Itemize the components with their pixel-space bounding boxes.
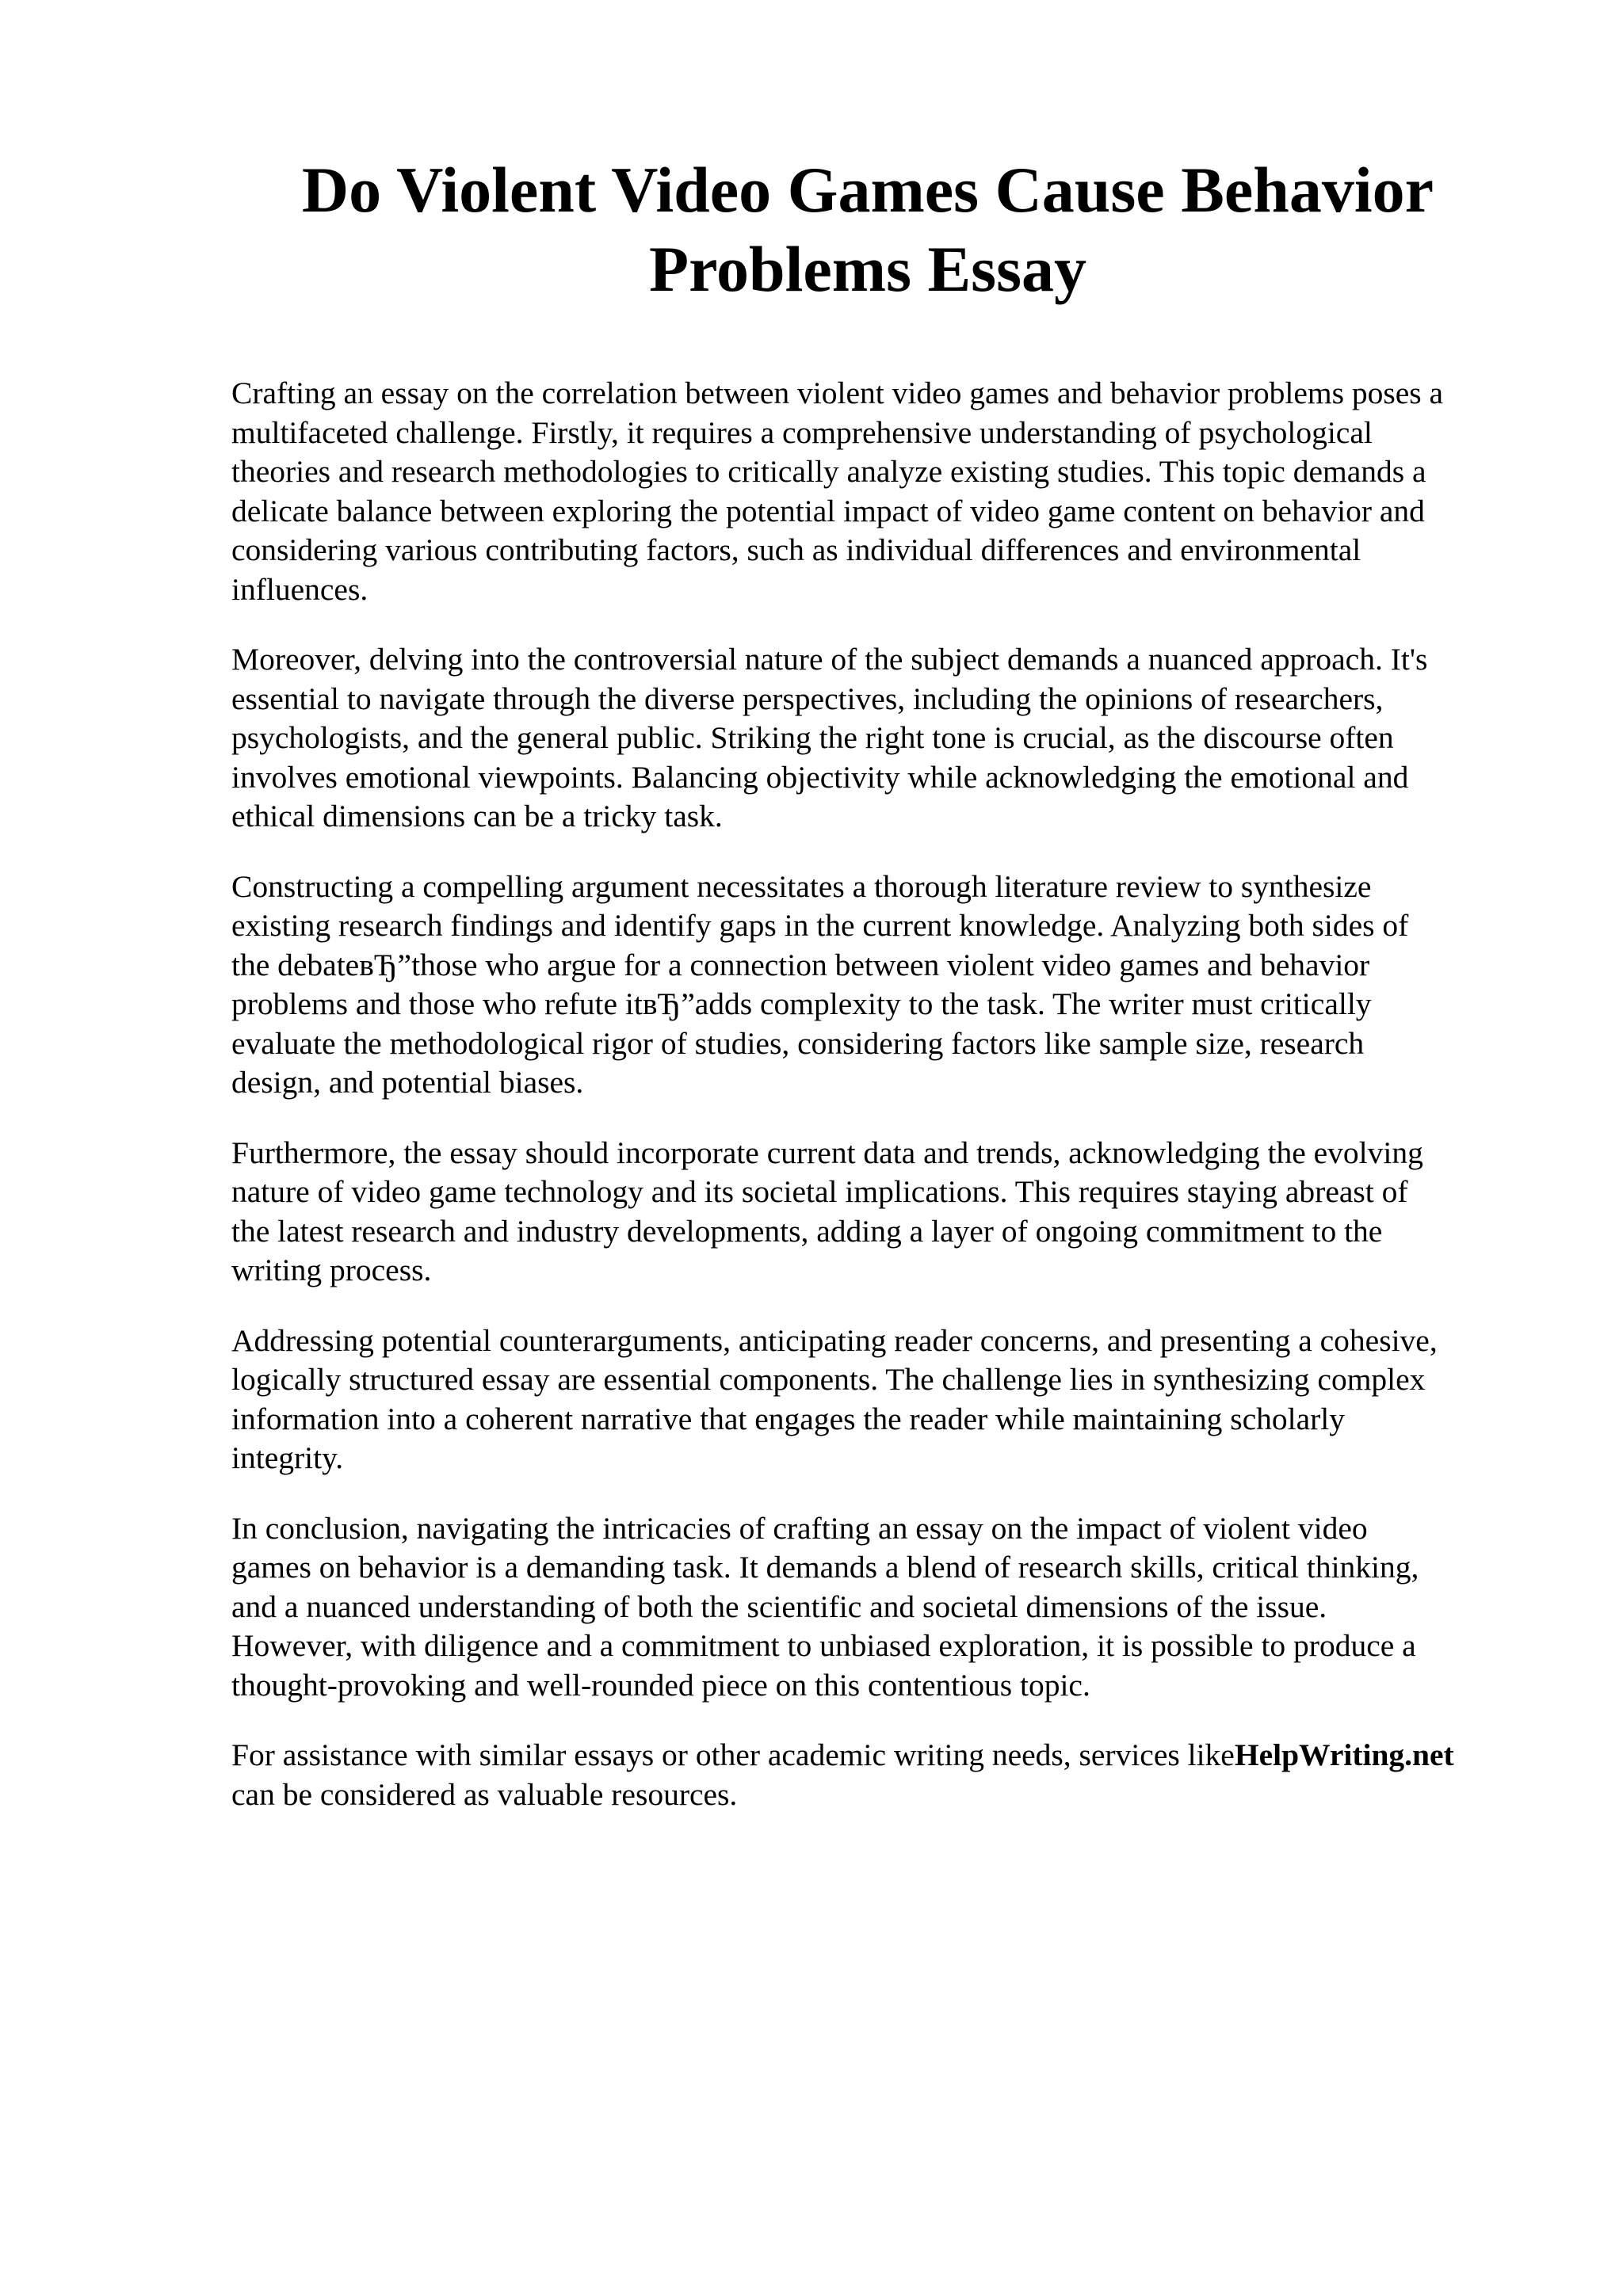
text-line: Crafting an essay on the correlation between violent video games and behavior problems poses a <box>231 376 1444 410</box>
paragraph-3 <box>231 868 1531 1103</box>
text-line: Moreover, delving into the controversial nature of the subject demands a nuanced approach. It's <box>231 642 1428 677</box>
essay-title <box>238 151 1498 309</box>
text-line: writing process. <box>231 1253 432 1287</box>
text-line: evaluate the methodological rigor of studies, considering factors like sample size, research <box>231 1025 1365 1061</box>
text-line: considering various contributing factors, such as individual differences and environmental <box>231 532 1361 567</box>
text-line: Furthermore, the essay should incorporate current data and trends, acknowledging the evolving <box>231 1135 1423 1170</box>
title-line-1: Do Violent Video Games Cause Behavior <box>301 154 1434 226</box>
text-line: However, with diligence and a commitment to unbiased exploration, it is possible to produce a <box>231 1628 1416 1663</box>
text-line: information into a coherent narrative that engages the reader while maintaining scholarly <box>231 1401 1346 1436</box>
text-line: Addressing potential counterarguments, anticipating reader concerns, and presenting a cohesive, <box>231 1322 1438 1358</box>
text-line: essential to navigate through the diverse perspectives, including the opinions of researchers, <box>231 681 1384 716</box>
text-line: logically structured essay are essential components. The challenge lies in synthesizing complex <box>231 1362 1426 1397</box>
text-line: multifaceted challenge. Firstly, it requires a comprehensive understanding of psychological <box>231 414 1373 450</box>
text-line: influences. <box>231 571 369 607</box>
essay-body <box>231 374 1531 1845</box>
text-line: involves emotional viewpoints. Balancing objectivity while acknowledging the emotional and <box>231 759 1409 795</box>
paragraph-6 <box>231 1509 1531 1706</box>
text-line: nature of video game technology and its societal implications. This requires staying abreast of <box>231 1174 1408 1209</box>
text-line: ethical dimensions can be a tricky task. <box>231 799 723 833</box>
text-line: design, and potential biases. <box>231 1065 584 1100</box>
closing-text: For assistance with similar essays or other academic writing needs, services like <box>231 1737 1235 1772</box>
text-line: thought-provoking and well-rounded piece on this contentious topic. <box>231 1667 1090 1703</box>
text-line: Constructing a compelling argument necessitates a thorough literature review to synthesize <box>231 868 1372 904</box>
closing-line-1 <box>231 1736 1531 1775</box>
text-line: integrity. <box>231 1440 344 1475</box>
text-line: and a nuanced understanding of both the scientific and societal dimensions of the issue. <box>231 1589 1327 1624</box>
paragraph-2 <box>231 640 1531 837</box>
text-line: theories and research methodologies to critically analyze existing studies. This topic demands a <box>231 454 1426 489</box>
paragraph-5 <box>231 1322 1531 1478</box>
text-line: delicate balance between exploring the potential impact of video game content on behavior and <box>231 493 1425 528</box>
closing-paragraph <box>231 1736 1531 1814</box>
text-line: In conclusion, navigating the intricacies of crafting an essay on the impact of violent video <box>231 1510 1368 1546</box>
text-line: the debateвЂ”those who argue for a connection between violent video games and behavior <box>231 947 1370 982</box>
text-line: problems and those who refute itвЂ”adds complexity to the task. The writer must critically <box>231 986 1372 1021</box>
paragraph-1 <box>231 374 1531 609</box>
brand-link[interactable]: HelpWriting.net <box>1234 1737 1454 1772</box>
title-line-2: Problems Essay <box>648 233 1087 305</box>
closing-line-2: can be considered as valuable resources. <box>231 1776 738 1812</box>
text-line: psychologists, and the general public. Striking the right tone is crucial, as the discourse often <box>231 720 1394 755</box>
text-line: existing research findings and identify gaps in the current knowledge. Analyzing both sides of <box>231 908 1409 943</box>
paragraph-4 <box>231 1134 1531 1291</box>
text-line: the latest research and industry developments, adding a layer of ongoing commitment to the <box>231 1213 1383 1249</box>
text-line: games on behavior is a demanding task. It demands a blend of research skills, critical thinking, <box>231 1550 1419 1585</box>
